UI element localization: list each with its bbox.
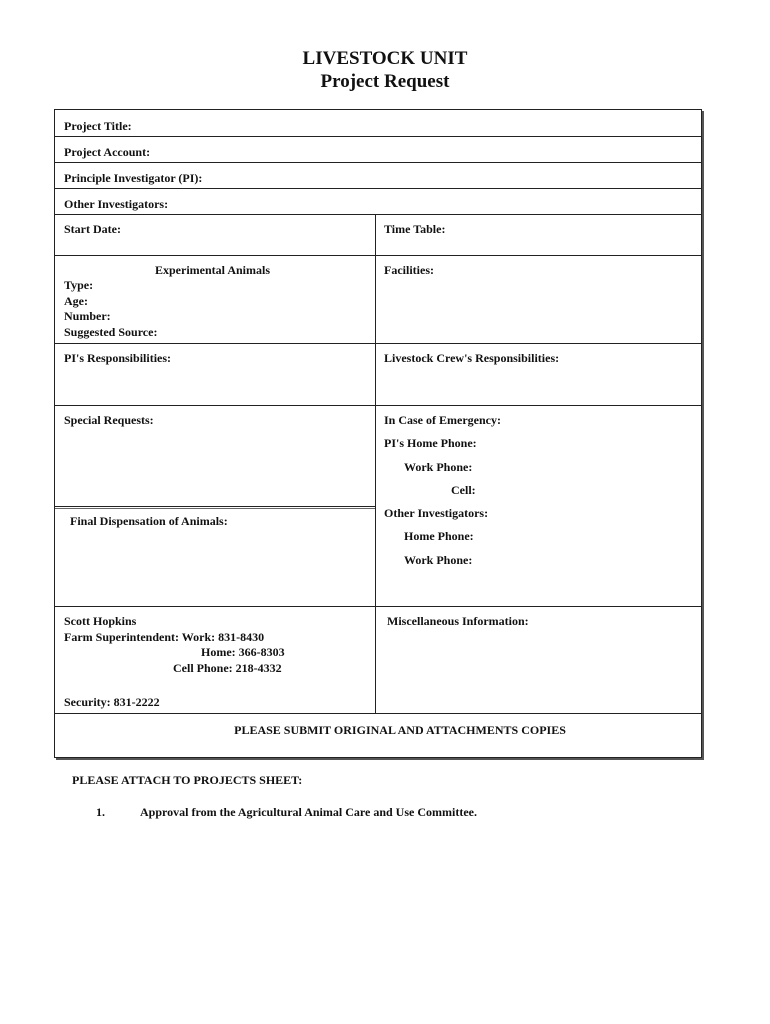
misc-info-field[interactable]: Miscellaneous Information: (387, 614, 529, 628)
column-divider (375, 214, 376, 713)
contact-name: Scott Hopkins (64, 614, 137, 628)
submit-note: PLEASE SUBMIT ORIGINAL AND ATTACHMENTS COPIES (234, 723, 566, 737)
attachment-item-text: Approval from the Agricultural Animal Care and Use Committee. (140, 805, 477, 819)
project-title-field[interactable]: Project Title: (64, 119, 132, 133)
row-divider (55, 405, 701, 406)
animal-type-field[interactable]: Type: (64, 278, 94, 292)
row-divider (55, 188, 701, 189)
row-divider (55, 506, 376, 507)
row-divider (55, 343, 701, 344)
contact-cell-phone: Cell Phone: 218-4332 (173, 661, 282, 675)
pi-home-phone-field[interactable]: PI's Home Phone: (384, 436, 477, 450)
row-divider (55, 136, 701, 137)
emergency-heading: In Case of Emergency: (384, 413, 501, 427)
pi-work-phone-field[interactable]: Work Phone: (404, 460, 473, 474)
row-divider (55, 214, 701, 215)
attachments-heading: PLEASE ATTACH TO PROJECTS SHEET: (72, 773, 303, 787)
row-divider (55, 162, 701, 163)
pi-responsibilities-field[interactable]: PI's Responsibilities: (64, 351, 172, 365)
other-investigators-field[interactable]: Other Investigators: (64, 197, 169, 211)
row-divider (55, 713, 701, 714)
security-phone: Security: 831-2222 (64, 695, 160, 709)
emergency-other-investigators-field[interactable]: Other Investigators: (384, 506, 489, 520)
other-work-phone-field[interactable]: Work Phone: (404, 553, 473, 567)
special-requests-field[interactable]: Special Requests: (64, 413, 154, 427)
crew-responsibilities-field[interactable]: Livestock Crew's Responsibilities: (384, 351, 560, 365)
contact-work-phone: Farm Superintendent: Work: 831-8430 (64, 630, 265, 644)
row-divider (55, 508, 376, 509)
time-table-field[interactable]: Time Table: (384, 222, 446, 236)
contact-home-phone: Home: 366-8303 (201, 645, 285, 659)
start-date-field[interactable]: Start Date: (64, 222, 121, 236)
pi-cell-field[interactable]: Cell: (451, 483, 476, 497)
page-title: LIVESTOCK UNIT (302, 48, 468, 69)
experimental-animals-heading: Experimental Animals (155, 263, 271, 277)
animal-number-field[interactable]: Number: (64, 309, 111, 323)
other-home-phone-field[interactable]: Home Phone: (404, 529, 474, 543)
row-divider (55, 255, 701, 256)
project-request-form (54, 109, 702, 758)
final-dispensation-field[interactable]: Final Dispensation of Animals: (70, 514, 228, 528)
project-account-field[interactable]: Project Account: (64, 145, 151, 159)
attachment-item-number: 1. (96, 805, 105, 819)
row-divider (55, 606, 701, 607)
facilities-field[interactable]: Facilities: (384, 263, 434, 277)
page-subtitle: Project Request (320, 71, 450, 92)
suggested-source-field[interactable]: Suggested Source: (64, 325, 158, 339)
animal-age-field[interactable]: Age: (64, 294, 88, 308)
principal-investigator-field[interactable]: Principle Investigator (PI): (64, 171, 203, 185)
